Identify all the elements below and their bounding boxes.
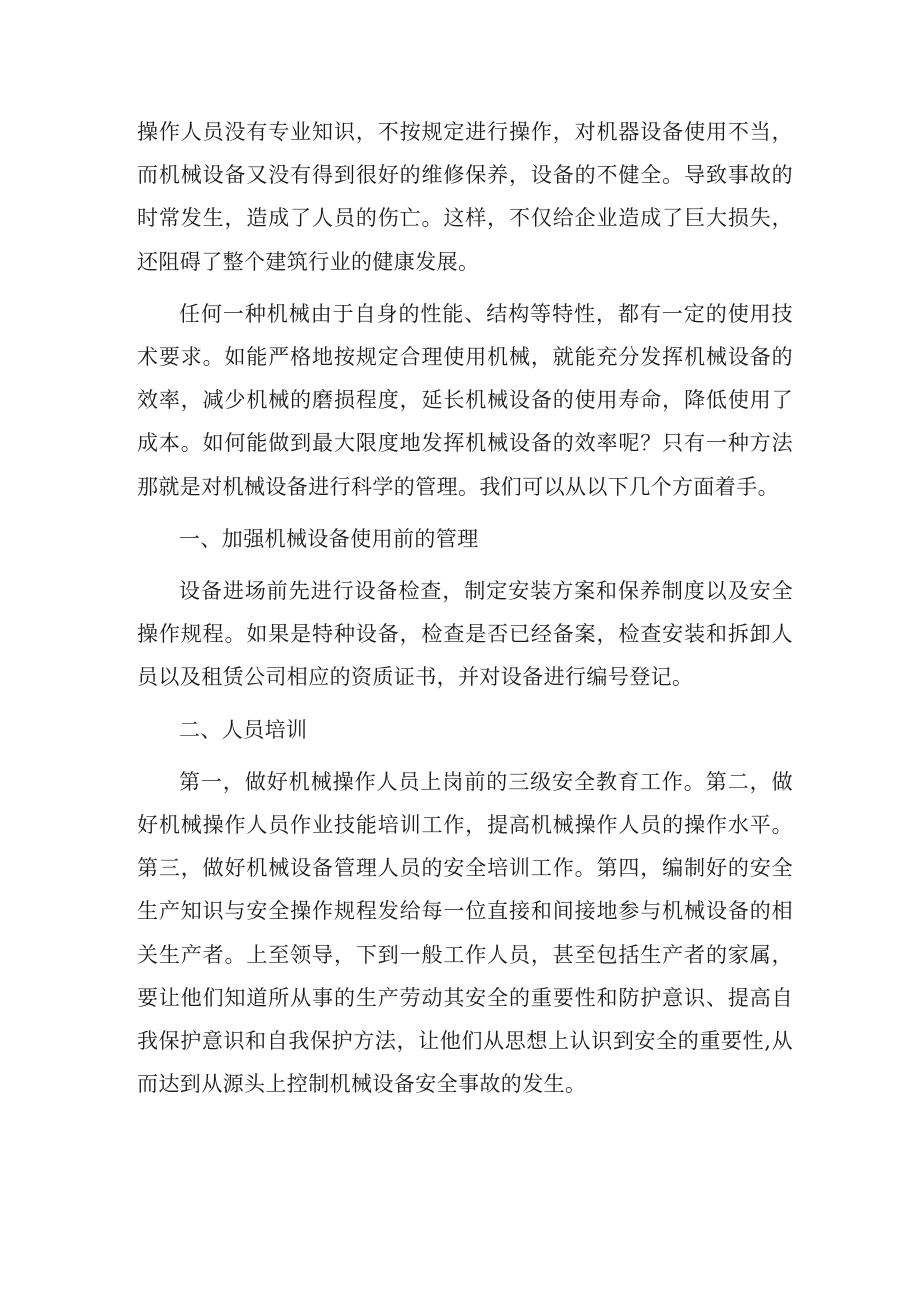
document-body [137, 111, 793, 1115]
paragraph-equipment-inspection: 设备进场前先进行设备检查，制定安装方案和保养制度以及安全操作规程。如果是特种设备，检查是否已经备案，检查安装和拆卸人员以及租赁公司相应的资质证书，并对设备进行编号登记。 [137, 579, 793, 690]
section-heading-personnel-training: 二、人员培训 [179, 717, 308, 742]
paragraph-machine-usage: 任何一种机械由于自身的性能、结构等特性，都有一定的使用技术要求。如能严格地按规定合理使用机械，就能充分发挥机械设备的效率，减少机械的磨损程度，延长机械设备的使用寿命，降低使用了成本。如何能做到最大限度地发挥机械设备的效率呢？只有一种方法那就是对机械设备进行科学的管理。我们可以从以下几个方面着手。 [137, 301, 793, 499]
section-heading-pre-use-management: 一、加强机械设备使用前的管理 [179, 526, 479, 551]
paragraph-training-details: 第一，做好机械操作人员上岗前的三级安全教育工作。第二，做好机械操作人员作业技能培训工作，提高机械操作人员的操作水平。第三，做好机械设备管理人员的安全培训工作。第四，编制好的安全生产知识与安全操作规程发给每一位直接和间接地参与机械设备的相关生产者。上至领导，下到一般工作人员，甚至包括生产者的家属，要让他们知道所从事的生产劳动其安全的重要性和防护意识、提高自我保护意识和自我保护方法，让他们从思想上认识到安全的重要性,从而达到从源头上控制机械设备安全事故的发生。 [137, 769, 793, 1097]
paragraph-continuation: 操作人员没有专业知识，不按规定进行操作，对机器设备使用不当，而机械设备又没有得到很好的维修保养，设备的不健全。导致事故的时常发生，造成了人员的伤亡。这样，不仅给企业造成了巨大损失，还阻碍了整个建筑行业的健康发展。 [137, 120, 793, 274]
